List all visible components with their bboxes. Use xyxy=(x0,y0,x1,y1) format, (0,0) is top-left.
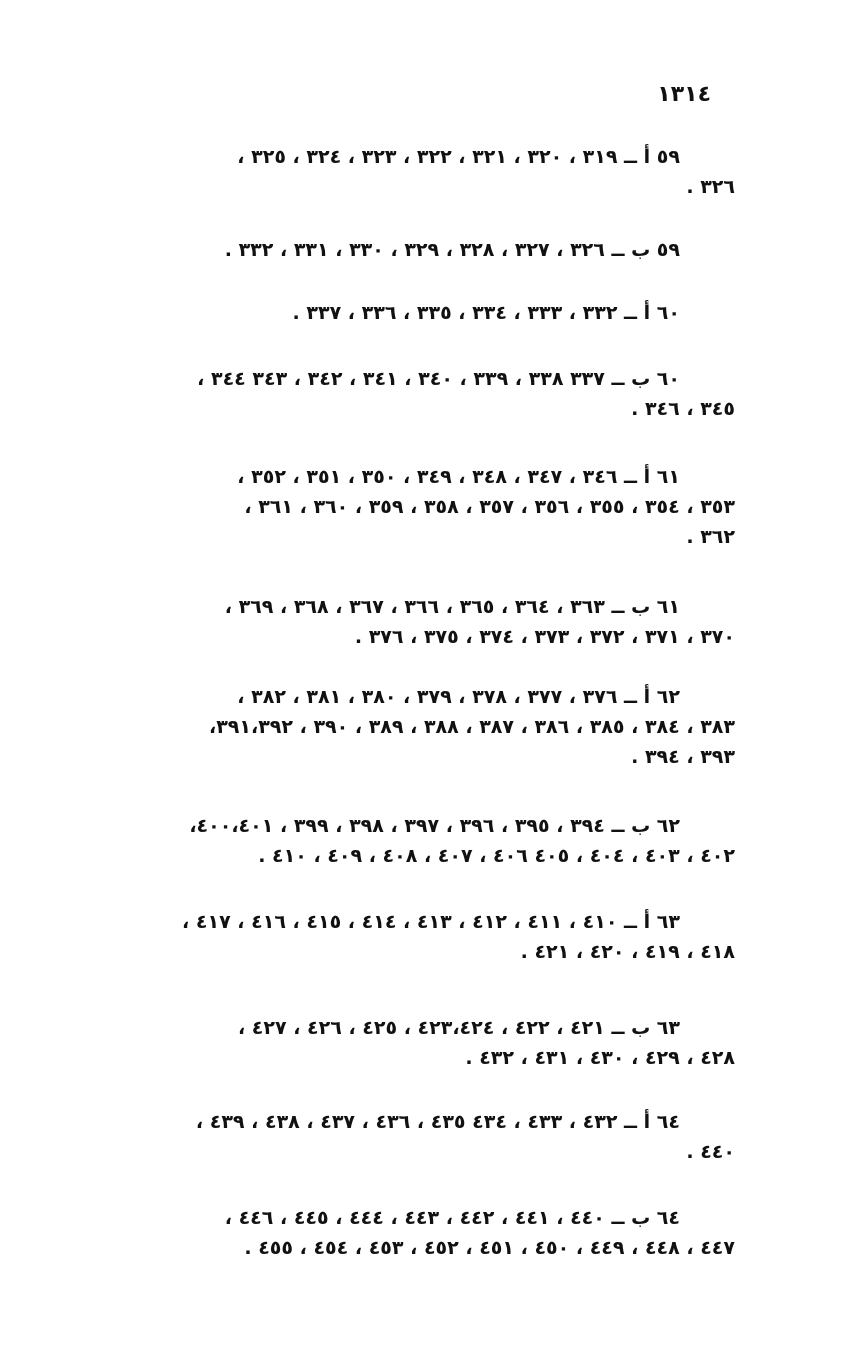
entry-line: ٥٩ ب ــ ٣٢٦ ، ٣٢٧ ، ٣٢٨ ، ٣٢٩ ، ٣٣٠ ، ٣٣١ ، ٣٣٢ . xyxy=(224,239,680,261)
entry-line: ٦٤ أ ــ ٤٣٢ ، ٤٣٣ ، ٤٣٤ ٤٣٥ ، ٤٣٦ ، ٤٣٧ ، ٤٣٨ ، ٤٣٩ ، xyxy=(195,1111,680,1133)
entry-line: ٦٠ أ ــ ٣٣٢ ، ٣٣٣ ، ٣٣٤ ، ٣٣٥ ، ٣٣٦ ، ٣٣٧ . xyxy=(292,302,680,324)
index-entry xyxy=(70,811,735,871)
index-entry xyxy=(70,907,735,967)
index-entry xyxy=(70,462,735,552)
index-entry xyxy=(70,682,735,772)
index-entry xyxy=(70,364,735,424)
entry-line: ٥٩ أ ــ ٣١٩ ، ٣٢٠ ، ٣٢١ ، ٣٢٢ ، ٣٢٣ ، ٣٢٤ ، ٣٢٥ ، xyxy=(237,146,680,168)
entry-line: ٦٤ ب ــ ٤٤٠ ، ٤٤١ ، ٤٤٢ ، ٤٤٣ ، ٤٤٤ ، ٤٤٥ ، ٤٤٦ ، xyxy=(224,1207,680,1229)
entry-line: ٤٤٠ . xyxy=(686,1141,735,1163)
entry-line: ٣٦٢ . xyxy=(686,526,735,548)
index-entry xyxy=(70,1107,735,1167)
entry-line: ٣٧٠ ، ٣٧١ ، ٣٧٢ ، ٣٧٣ ، ٣٧٤ ، ٣٧٥ ، ٣٧٦ . xyxy=(354,626,735,648)
index-entry xyxy=(70,142,735,202)
entry-line: ٦٢ أ ــ ٣٧٦ ، ٣٧٧ ، ٣٧٨ ، ٣٧٩ ، ٣٨٠ ، ٣٨١ ، ٣٨٢ ، xyxy=(237,686,680,708)
entry-line: ٦١ أ ــ ٣٤٦ ، ٣٤٧ ، ٣٤٨ ، ٣٤٩ ، ٣٥٠ ، ٣٥١ ، ٣٥٢ ، xyxy=(237,466,680,488)
page-number: ١٣١٤ xyxy=(657,82,711,107)
index-entry xyxy=(70,235,735,265)
index-entry xyxy=(70,1203,735,1263)
entry-line: ٦٢ ب ــ ٣٩٤ ، ٣٩٥ ، ٣٩٦ ، ٣٩٧ ، ٣٩٨ ، ٣٩٩ ، ٤٠٠،٤٠١، xyxy=(189,815,680,837)
entry-line: ٦٣ ب ــ ٤٢١ ، ٤٢٢ ، ٤٢٣،٤٢٤ ، ٤٢٥ ، ٤٢٦ ، ٤٢٧ ، xyxy=(237,1017,680,1039)
entry-line: ٣٤٥ ، ٣٤٦ . xyxy=(631,398,735,420)
entry-line: ٦٠ ب ــ ٣٣٧ ٣٣٨ ، ٣٣٩ ، ٣٤٠ ، ٣٤١ ، ٣٤٢ ، ٣٤٣ ٣٤٤ ، xyxy=(197,368,680,390)
entry-line: ٤١٨ ، ٤١٩ ، ٤٢٠ ، ٤٢١ . xyxy=(520,941,735,963)
entry-line: ٤٤٧ ، ٤٤٨ ، ٤٤٩ ، ٤٥٠ ، ٤٥١ ، ٤٥٢ ، ٤٥٣ ، ٤٥٤ ، ٤٥٥ . xyxy=(244,1237,735,1259)
entry-line: ٤٠٢ ، ٤٠٣ ، ٤٠٤ ، ٤٠٥ ٤٠٦ ، ٤٠٧ ، ٤٠٨ ، ٤٠٩ ، ٤١٠ . xyxy=(258,845,735,867)
entry-line: ٣٢٦ . xyxy=(686,176,735,198)
index-entry xyxy=(70,298,735,328)
entry-line: ٦٣ أ ــ ٤١٠ ، ٤١١ ، ٤١٢ ، ٤١٣ ، ٤١٤ ، ٤١٥ ، ٤١٦ ، ٤١٧ ، xyxy=(182,911,680,933)
index-entry xyxy=(70,592,735,652)
entry-line: ٣٨٣ ، ٣٨٤ ، ٣٨٥ ، ٣٨٦ ، ٣٨٧ ، ٣٨٨ ، ٣٨٩ ، ٣٩٠ ، ٣٩١،٣٩٢، xyxy=(208,716,735,738)
entry-line: ٦١ ب ــ ٣٦٣ ، ٣٦٤ ، ٣٦٥ ، ٣٦٦ ، ٣٦٧ ، ٣٦٨ ، ٣٦٩ ، xyxy=(224,596,680,618)
index-entry xyxy=(70,1013,735,1073)
entry-line: ٤٢٨ ، ٤٢٩ ، ٤٣٠ ، ٤٣١ ، ٤٣٢ . xyxy=(465,1047,735,1069)
entry-line: ٣٥٣ ، ٣٥٤ ، ٣٥٥ ، ٣٥٦ ، ٣٥٧ ، ٣٥٨ ، ٣٥٩ ، ٣٦٠ ، ٣٦١ ، xyxy=(244,496,735,518)
entry-line: ٣٩٣ ، ٣٩٤ . xyxy=(631,746,735,768)
